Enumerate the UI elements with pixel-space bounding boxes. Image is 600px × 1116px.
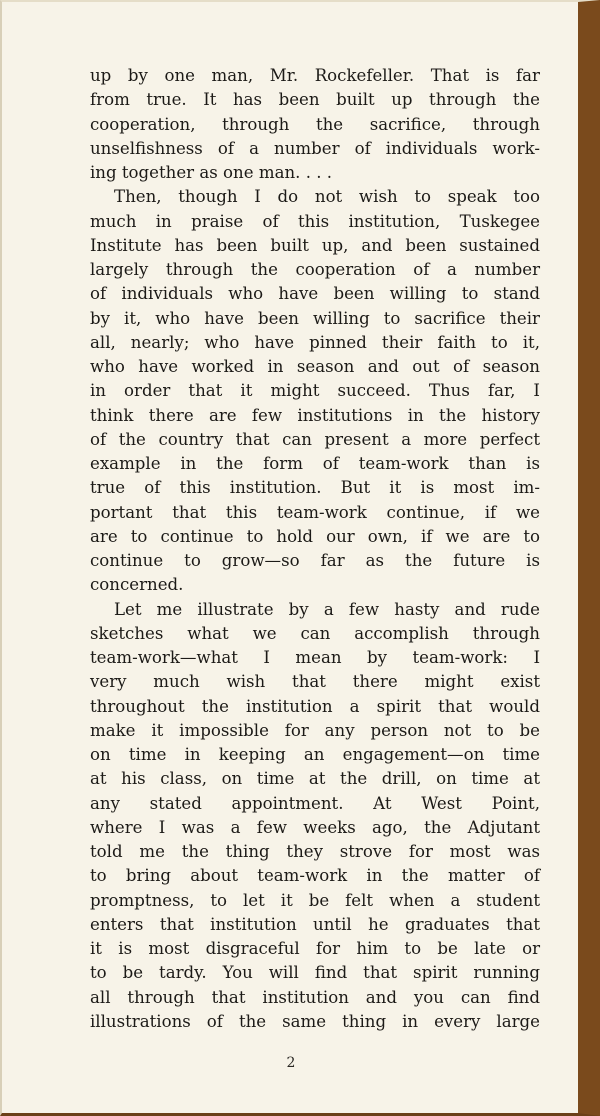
text-line: at his class, on time at the drill, on time at xyxy=(90,769,540,789)
text-line: enters that institution until he graduates that xyxy=(90,914,540,934)
text-line: example in the form of team-work than is xyxy=(90,454,540,473)
text-line: all, nearly; who have pinned their faith to it, xyxy=(90,332,540,352)
text-line: who have worked in season and out of season xyxy=(90,357,540,376)
text-line: it is most disgraceful for him to be late or xyxy=(90,939,540,958)
text-line: are to continue to hold our own, if we are to xyxy=(90,526,540,546)
text-line: make it impossible for any person not to be xyxy=(90,720,540,740)
text-line: largely through the cooperation of a number xyxy=(90,260,540,279)
text-line: cooperation, through the sacrifice, through xyxy=(90,114,540,134)
text-line: Let me illustrate by a few hasty and rude xyxy=(114,599,540,619)
text-line: Institute has been built up, and been sustained xyxy=(90,235,540,255)
text-line: by it, who have been willing to sacrifice their xyxy=(90,308,540,328)
text-line: from true. It has been built up through the xyxy=(90,90,540,110)
text-line: where I was a few weeks ago, the Adjutant xyxy=(90,817,540,837)
text-line: concerned. xyxy=(90,575,184,595)
text-line: throughout the institution a spirit that would xyxy=(90,696,540,716)
text-line: sketches what we can accomplish through xyxy=(90,623,540,643)
body-text xyxy=(90,64,540,1034)
text-line: all through that institution and you can find xyxy=(90,987,540,1007)
text-line: unselfishness of a number of individuals work- xyxy=(90,138,540,158)
text-line: Then, though I do not wish to speak too xyxy=(114,187,540,207)
text-line: to bring about team-work in the matter of xyxy=(90,866,540,886)
text-line: think there are few institutions in the history xyxy=(90,405,540,425)
text-line: of the country that can present a more perfect xyxy=(90,429,540,449)
page-number: 2 xyxy=(286,1055,296,1071)
text-line: of individuals who have been willing to stand xyxy=(90,284,540,304)
text-line: promptness, to let it be felt when a student xyxy=(90,890,540,910)
text-line: ing together as one man. . . . xyxy=(90,163,333,182)
text-line: up by one man, Mr. Rockefeller. That is far xyxy=(90,66,540,85)
text-line: illustrations of the same thing in every large xyxy=(90,1011,540,1031)
text-line: to be tardy. You will find that spirit running xyxy=(90,963,540,983)
text-line: team-work—what I mean by team-work: I xyxy=(90,648,540,667)
text-line: true of this institution. But it is most im- xyxy=(90,478,540,498)
text-line: much in praise of this institution, Tuskegee xyxy=(90,211,540,231)
text-line: told me the thing they strove for most was xyxy=(90,842,540,861)
text-line: on time in keeping an engagement—on time xyxy=(90,745,540,764)
text-line: very much wish that there might exist xyxy=(90,672,540,692)
text-line: portant that this team-work continue, if we xyxy=(90,502,540,522)
text-line: any stated appointment. At West Point, xyxy=(90,793,540,813)
text-line: in order that it might succeed. Thus far, I xyxy=(90,381,540,401)
text-line: continue to grow—so far as the future is xyxy=(90,551,540,570)
